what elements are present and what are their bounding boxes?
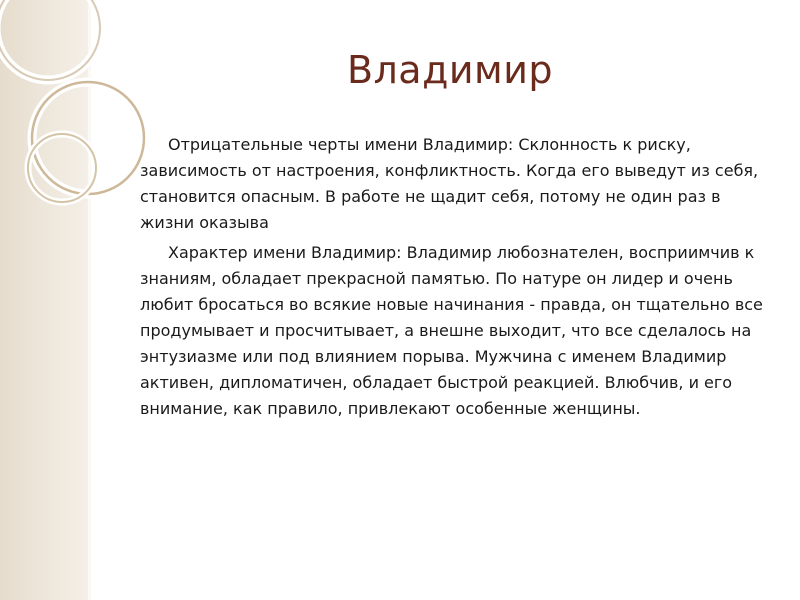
slide-title: Владимир (346, 48, 554, 92)
paragraph-character: Характер имени Владимир: Владимир любознателен, восприимчив к знаниям, обладает прекрасной памятью. По натуре он лидер и очень любит бросаться во всякие новые начинания - правда, он тщательно все продумывает и просчитывает, а внешне выходит, что все сделалось на энтузиазме или под влиянием порыва. Мужчина с именем Владимир активен, дипломатичен, обладает быстрой реакцией. Влюбчив, и его внимание, как правило, привлекают особенные женщины. (140, 243, 763, 418)
paragraph-negative-traits: Отрицательные черты имени Владимир: Склонность к риску, зависимость от настроения, конфликтность. Когда его выведут из себя, становится опасным. В работе не щадит себя, потому не один раз в жизни оказыва (140, 135, 759, 232)
slide-body (140, 132, 776, 426)
